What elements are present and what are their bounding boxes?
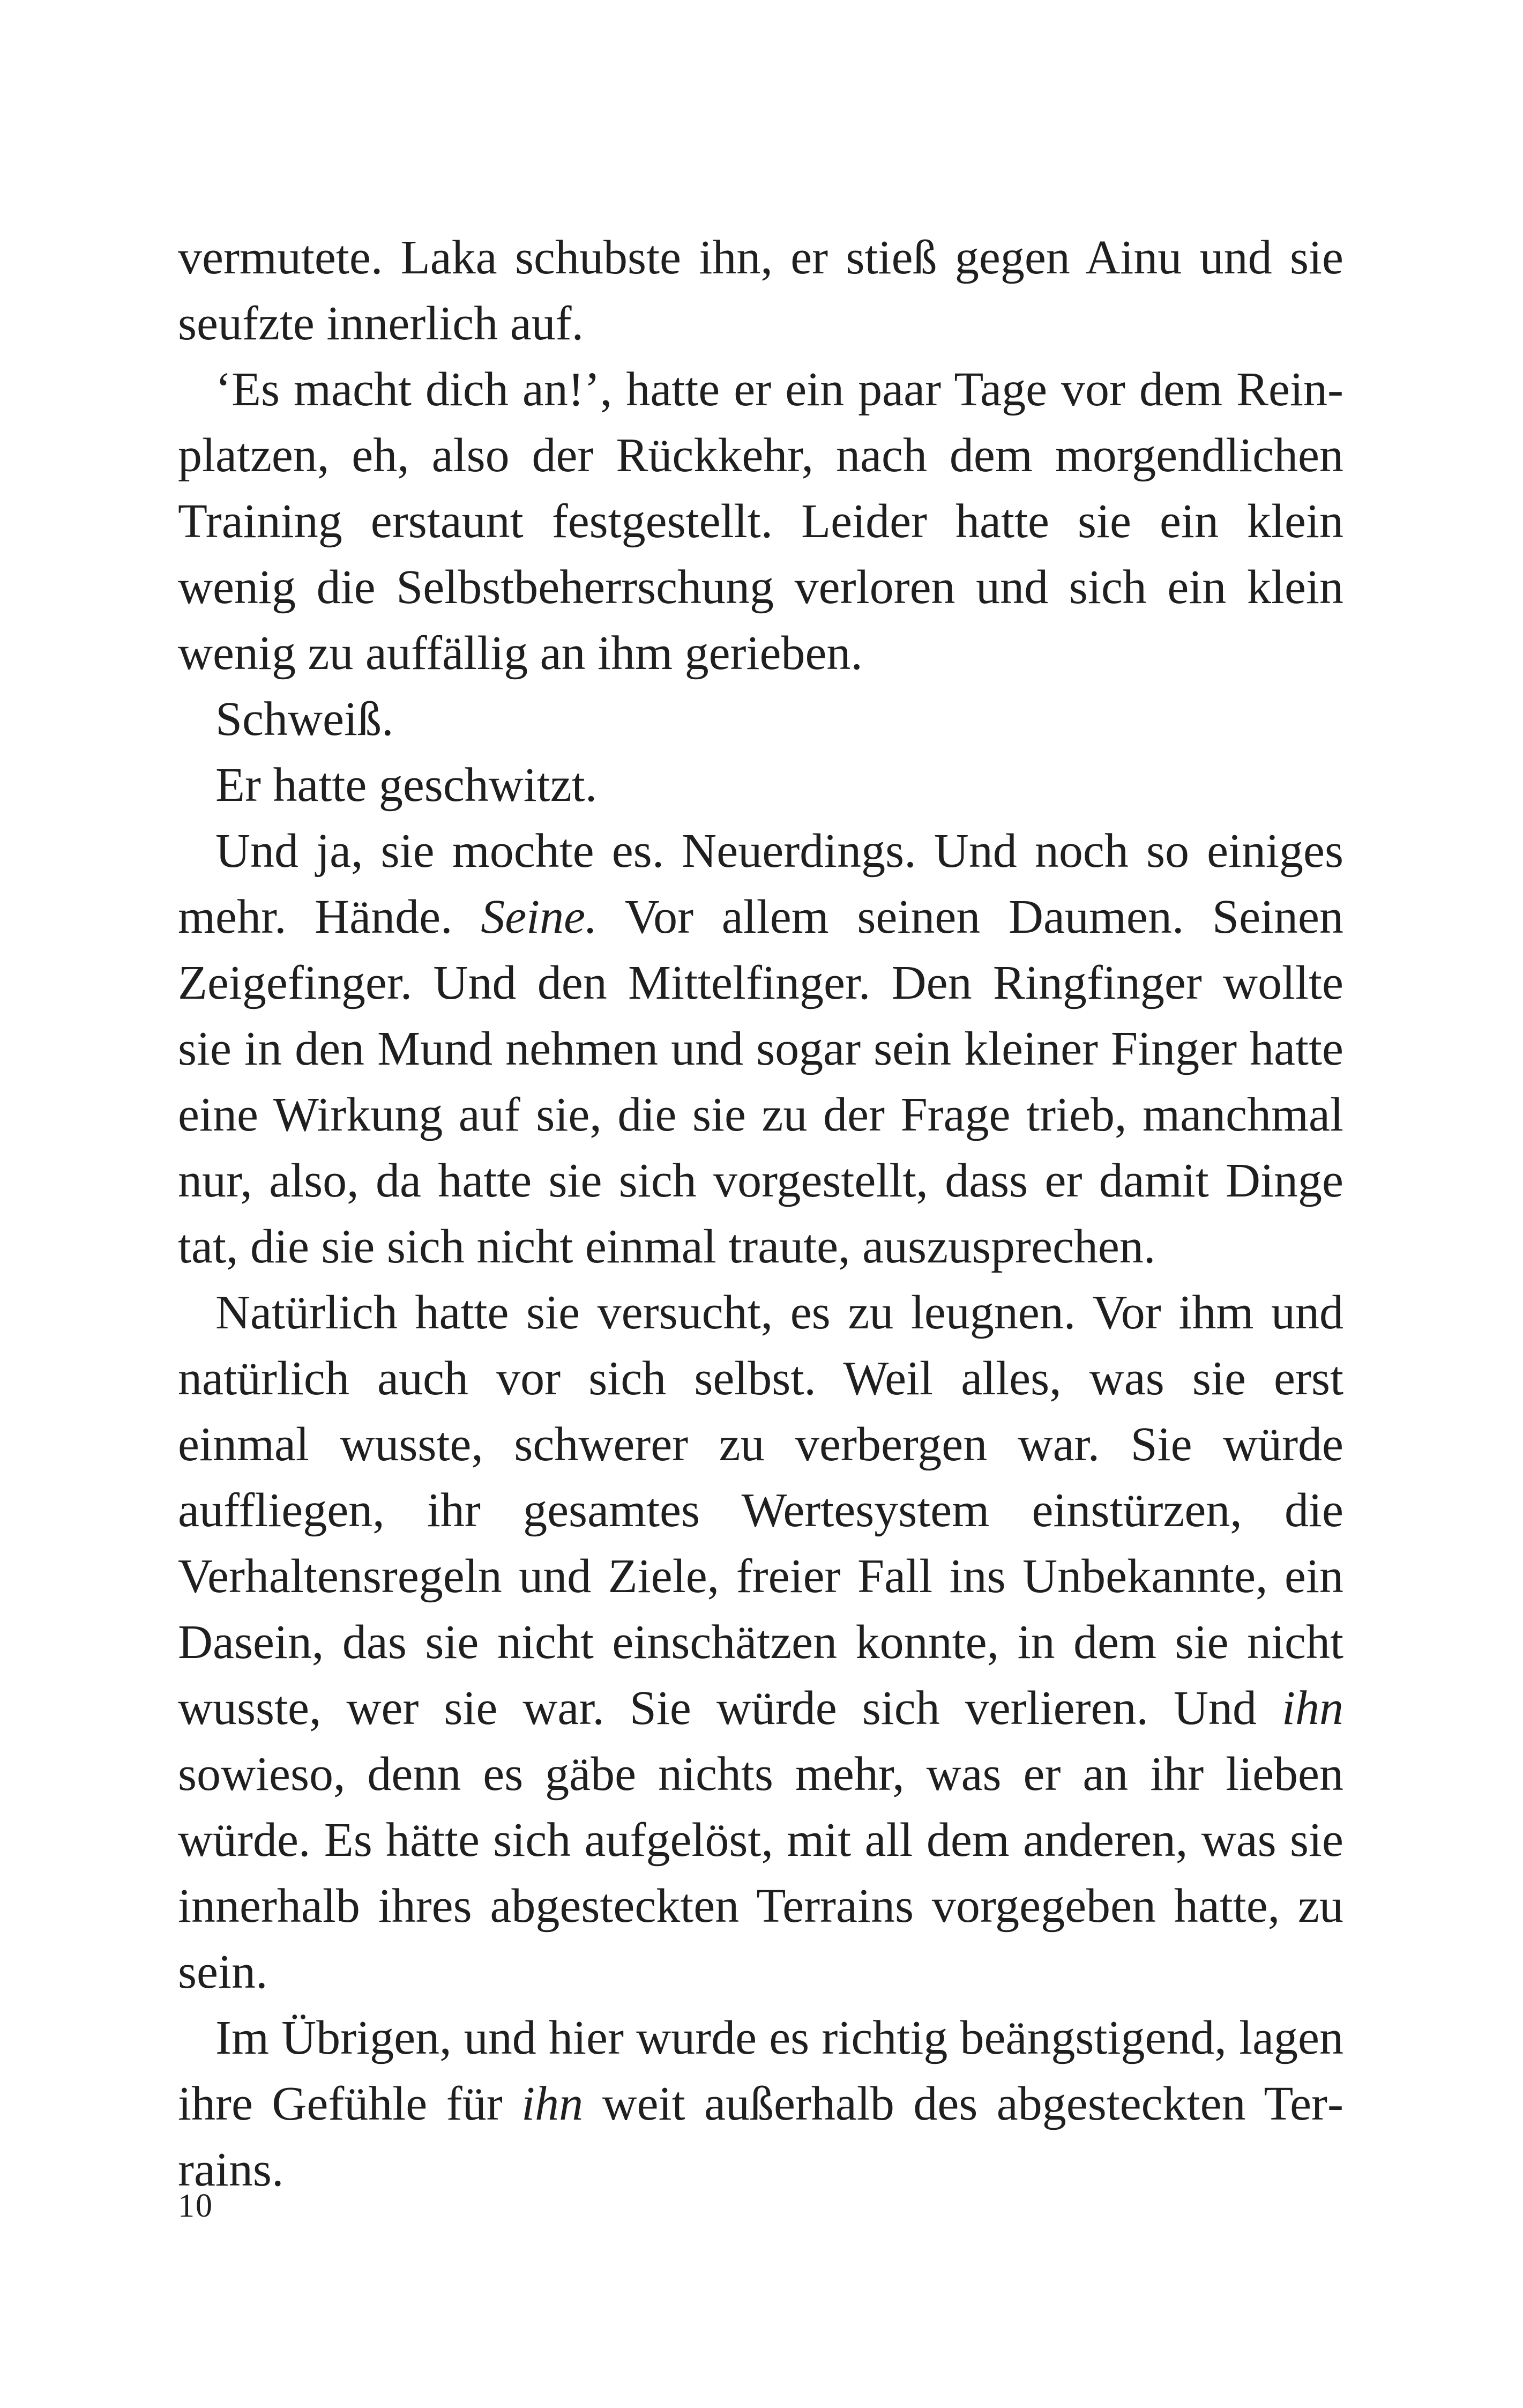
page-number: 10 [178, 2188, 213, 2224]
paragraph-text: Er hatte geschwitzt. [215, 759, 598, 812]
paragraph-text: Natürlich hatte sie versucht, es zu leugnen. Vor ihm und natürlich auch vor sich selbst. Weil alles, was sie erst einmal wusste, schwerer zu verbergen war. Sie würde auffliegen, ihr gesamtes Wertesystem einstürzen, die Verhaltensregeln und Ziele, freier Fall ins Unbekannte, ein Dasein, das sie nicht einschätzen konnte, in dem sie nicht wusste, wer sie war. Sie würde sich verlieren. Und [178, 1286, 1343, 1735]
body-text [178, 225, 1343, 2203]
paragraph-text: ‘Es macht dich an!’, hatte er ein paar Tage vor dem Reinplatzen, eh, also der Rückkehr, nach dem morgendlichen Training erstaunt festgestellt. Leider hatte sie ein klein wenig die Selbstbeherrschung verloren und sich ein klein wenig zu auffällig an ihm gerieben. [178, 363, 1343, 680]
emphasized-text: ihn [521, 2077, 584, 2130]
paragraph [178, 818, 1343, 1280]
paragraph [178, 356, 1343, 686]
paragraph-text: vermutete. Laka schubste ihn, er stieß gegen Ainu und sie seufzte innerlich auf. [178, 231, 1343, 350]
emphasized-text: ihn [1281, 1682, 1343, 1735]
paragraph-text: Und ja, sie mochte es. Neuerdings. Und noch so einiges mehr. Hände. [178, 824, 1343, 943]
paragraph [178, 752, 1343, 818]
paragraph [178, 225, 1343, 356]
paragraph-text: Vor allem seinen Daumen. Seinen Zeigefinger. Und den Mittelfinger. Den Ringfinger wollte sie in den Mund nehmen und sogar sein kleiner Finger hatte eine Wirkung auf sie, die sie zu der Frage trieb, manchmal nur, also, da hatte sie sich vorgestellt, dass er damit Dinge tat, die sie sich nicht einmal traute, auszusprechen. [178, 890, 1344, 1273]
paragraph-text: Schweiß. [215, 693, 394, 746]
paragraph [178, 2005, 1343, 2203]
paragraph-text: Im Übrigen, und hier wurde es richtig beängstigend, lagen ihre Gefühle für [178, 2011, 1343, 2130]
paragraph [178, 1280, 1343, 2005]
paragraph-text: weit außerhalb des abgesteckten Terrains. [178, 2077, 1344, 2196]
paragraph [178, 686, 1343, 752]
emphasized-text: Seine. [481, 890, 598, 943]
paragraph-text: sowieso, denn es gäbe nichts mehr, was er an ihr lieben würde. Es hätte sich aufgelöst, mit all dem anderen, was sie innerhalb ihres abgesteckten Terrains vorgegeben hatte, zu sein. [178, 1748, 1343, 1998]
